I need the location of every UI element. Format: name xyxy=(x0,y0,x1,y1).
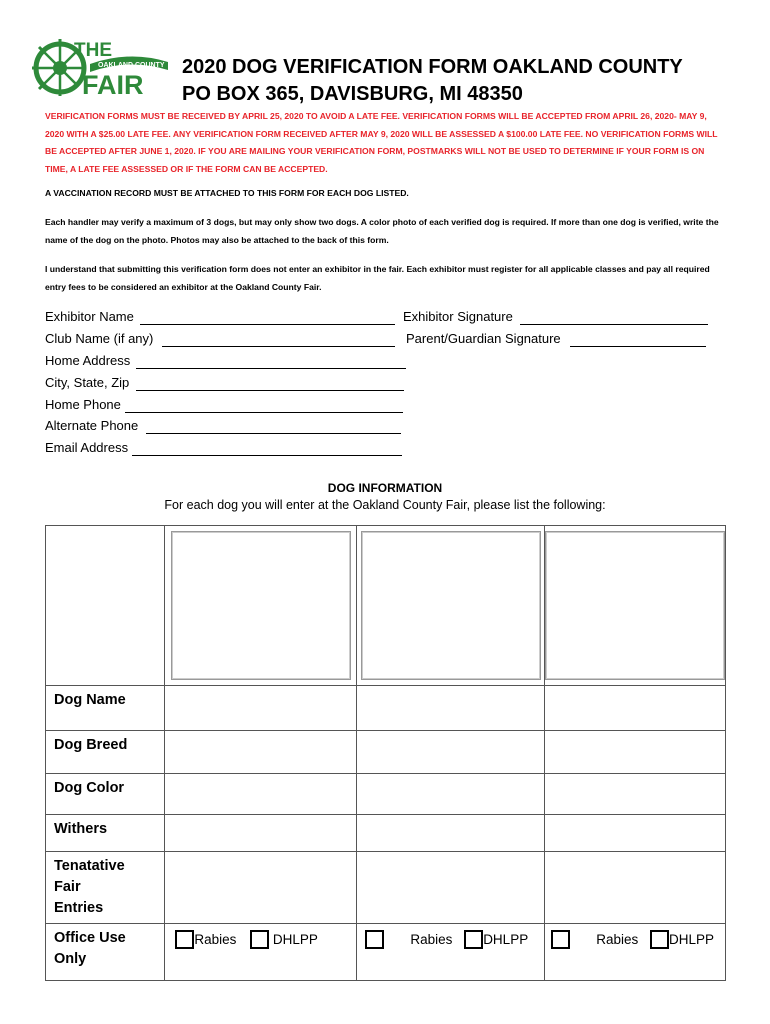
dog-breed-label: Dog Breed xyxy=(46,731,165,774)
fair-entries-cell-3[interactable] xyxy=(544,852,725,924)
fair-entries-label xyxy=(46,852,165,924)
city-state-zip-label: City, State, Zip xyxy=(45,375,130,390)
withers-cell-1[interactable] xyxy=(165,815,357,852)
rabies-label-2: Rabies xyxy=(410,932,453,947)
dhlpp-checkbox-2[interactable] xyxy=(464,930,483,949)
dhlpp-label-1: DHLPP xyxy=(272,932,318,947)
photo-cell-2 xyxy=(357,526,545,686)
photo-box-dog-1[interactable] xyxy=(171,531,351,680)
club-name-label: Club Name (if any) xyxy=(45,331,154,346)
vaccination-notice: A VACCINATION RECORD MUST BE ATTACHED TO THIS FORM FOR EACH DOG LISTED. xyxy=(45,188,409,198)
photo-cell-3 xyxy=(544,526,725,686)
dog-info-table xyxy=(45,525,726,981)
withers-cell-3[interactable] xyxy=(544,815,725,852)
club-name-field[interactable] xyxy=(162,346,395,347)
title-line-1: 2020 DOG VERIFICATION FORM OAKLAND COUNTY xyxy=(182,56,683,78)
dog-breed-row xyxy=(46,731,726,774)
dhlpp-checkbox-1[interactable] xyxy=(250,930,269,949)
withers-label: Withers xyxy=(46,815,165,852)
handler-rules: Each handler may verify a maximum of 3 dogs, but may only show two dogs. A color photo of each verified dog is required. If more than one dog is verified, write the name of the dog on the photo. Photos may also be attached to the back of this form. xyxy=(45,217,719,245)
dog-name-cell-1[interactable] xyxy=(165,686,357,731)
home-address-label: Home Address xyxy=(45,353,131,368)
email-address-field[interactable] xyxy=(132,455,402,456)
fair-entries-label-line-3: Entries xyxy=(54,900,104,916)
office-use-cell-1 xyxy=(165,924,357,981)
rabies-label-1: Rabies xyxy=(194,932,237,947)
fair-entries-cell-2[interactable] xyxy=(357,852,545,924)
dhlpp-label-2: DHLPP xyxy=(483,932,529,947)
office-use-label-line-2: Only xyxy=(54,951,87,967)
office-use-label-line-1: Office Use xyxy=(54,930,126,946)
home-phone-label: Home Phone xyxy=(45,397,121,412)
withers-row xyxy=(46,815,726,852)
exhibitor-name-field[interactable] xyxy=(140,324,395,325)
svg-text:OAKLAND COUNTY: OAKLAND COUNTY xyxy=(98,62,165,69)
fair-entries-label-line-1: Tenatative xyxy=(54,858,125,874)
dog-name-label: Dog Name xyxy=(46,686,165,731)
dog-info-subheading: For each dog you will enter at the Oakland County Fair, please list the following: xyxy=(164,498,606,512)
exhibitor-name-label: Exhibitor Name xyxy=(45,309,134,324)
home-phone-field[interactable] xyxy=(125,412,403,413)
oakland-county-fair-logo xyxy=(30,36,180,96)
dog-breed-cell-3[interactable] xyxy=(544,731,725,774)
exhibitor-signature-field[interactable] xyxy=(520,324,708,325)
rabies-checkbox-3[interactable] xyxy=(551,930,570,949)
dog-color-label: Dog Color xyxy=(46,774,165,815)
parent-signature-field[interactable] xyxy=(570,346,706,347)
title-line-2: PO BOX 365, DAVISBURG, MI 48350 xyxy=(182,83,523,105)
email-address-label: Email Address xyxy=(45,440,129,455)
photo-box-dog-2[interactable] xyxy=(361,531,541,680)
withers-cell-2[interactable] xyxy=(357,815,545,852)
dog-color-cell-1[interactable] xyxy=(165,774,357,815)
alternate-phone-label: Alternate Phone xyxy=(45,418,139,433)
exhibitor-understanding: I understand that submitting this verification form does not enter an exhibitor in the fair. Each exhibitor must register for all applicable classes and pay all required entry fees to be considered an exhibitor at the Oakland County Fair. xyxy=(45,264,710,292)
dhlpp-checkbox-3[interactable] xyxy=(650,930,669,949)
parent-signature-label: Parent/Guardian Signature xyxy=(406,331,561,346)
fair-entries-row xyxy=(46,852,726,924)
home-address-field[interactable] xyxy=(136,368,406,369)
photo-label-cell xyxy=(46,526,165,686)
svg-text:THE: THE xyxy=(74,40,112,61)
dog-name-cell-2[interactable] xyxy=(357,686,545,731)
dog-info-heading: DOG INFORMATION xyxy=(327,481,443,495)
dog-color-row xyxy=(46,774,726,815)
photo-box-dog-3[interactable] xyxy=(545,531,725,680)
photo-row xyxy=(46,526,726,686)
form-title xyxy=(182,54,683,108)
dog-breed-cell-1[interactable] xyxy=(165,731,357,774)
office-use-cell-2 xyxy=(357,924,545,981)
rabies-label-3: Rabies xyxy=(596,932,639,947)
dhlpp-label-3: DHLPP xyxy=(669,932,715,947)
city-state-zip-field[interactable] xyxy=(136,390,404,391)
late-fee-notice: VERIFICATION FORMS MUST BE RECEIVED BY APRIL 25, 2020 TO AVOID A LATE FEE. VERIFICATION FORMS WILL BE ACCEPTED FROM APRIL 26, 2020- MAY 9, 2020 WITH A $25.00 LATE FEE. ANY VERIFICATION FORM RECEIVED AFTER MAY 9, 2020 WILL BE ASSESSED A $100.00 LATE FEE. NO VERIFICATION FORMS WILL BE ACCEPTED AFTER JUNE 1, 2020. IF YOU ARE MAILING YOUR VERIFICATION FORM, POSTMARKS WILL NOT BE USED TO DETERMINE IF YOUR FORM IS ON TIME, A LATE FEE ASSESSED OR IF THE FORM CAN BE ACCEPTED. xyxy=(45,111,718,174)
office-use-cell-3 xyxy=(544,924,725,981)
dog-breed-cell-2[interactable] xyxy=(357,731,545,774)
office-use-label xyxy=(46,924,165,981)
exhibitor-signature-label: Exhibitor Signature xyxy=(403,309,513,324)
rabies-checkbox-2[interactable] xyxy=(365,930,384,949)
fair-entries-cell-1[interactable] xyxy=(165,852,357,924)
svg-text:FAIR: FAIR xyxy=(82,70,144,96)
photo-cell-1 xyxy=(165,526,357,686)
alternate-phone-field[interactable] xyxy=(146,433,401,434)
dog-name-row xyxy=(46,686,726,731)
rabies-checkbox-1[interactable] xyxy=(175,930,194,949)
fair-entries-label-line-2: Fair xyxy=(54,879,81,895)
dog-color-cell-2[interactable] xyxy=(357,774,545,815)
dog-name-cell-3[interactable] xyxy=(544,686,725,731)
dog-color-cell-3[interactable] xyxy=(544,774,725,815)
office-use-row xyxy=(46,924,726,981)
